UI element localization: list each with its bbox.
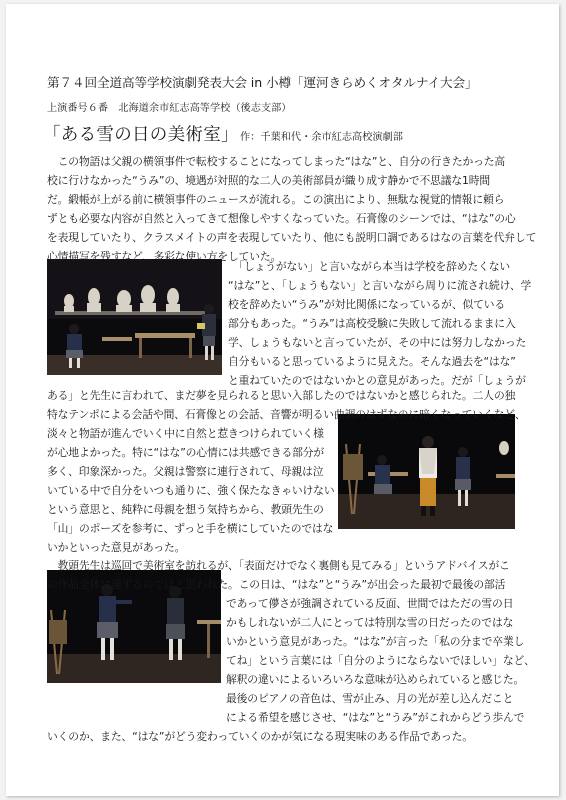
- body-text-line: 部分もあった。“うみ”は高校受験に失敗して流れるままに入: [228, 317, 516, 330]
- body-text-line: ある」と先生に言われて、まだ夢を見られると思い入部したのではないかと感じられた。二人の独: [47, 389, 516, 402]
- body-text-line: 校を辞めたい“うみ”が対比関係になっているが、似ている: [228, 298, 506, 311]
- body-text-line: であって儚さが強調されている反面、世間ではただの雪の日: [226, 597, 514, 610]
- body-text-line: 教頭先生は巡回で美術室を訪れるが、「表面だけでなく裏側も見てみる」というアドバイスがこ: [47, 559, 510, 572]
- body-text-line: という意思と、純粋に母親を想う気持ちから、教頭先生の: [47, 503, 324, 516]
- festival-header: 第７４回全道高等学校演劇発表大会 in 小樽「運河きらめくオタルナイ大会」: [47, 75, 478, 90]
- body-text-line: いかという意見があった。“はな”が言った「私の分まで卒業し: [226, 635, 525, 648]
- document-page: [6, 4, 559, 796]
- body-text-line: が心地よかった。特に“はな”の心情には共感できる部分が: [47, 446, 325, 459]
- stage-photo-plaster-busts: [47, 259, 222, 375]
- body-text-line: “はな”と、「しょうもない」と言いながら周りに流され続け、学: [228, 279, 532, 292]
- body-text-line: 特なテンポによる会話や間、石膏像との会話、音響が明るい曲調のはずなのに暗くなっていくなど、: [47, 408, 526, 421]
- body-text-line: 校に行けなかった“うみ”の、境遇が対照的な二人の美術部員が織り成す静かで不思議な1時間: [47, 174, 491, 187]
- body-text-line: 最後のピアノの音色は、雪が止み、月の光が差し込んだこと: [226, 692, 514, 705]
- body-text-line: による希望を感じさせ、“はな”と“うみ”がこれからどう歩んで: [226, 711, 525, 724]
- body-text-line: を表現していたり、クラスメイトの声を表現していたり、他にも説明口調であるはなの言葉を代弁して: [47, 231, 537, 244]
- body-text-line: いかといった意見があった。: [47, 541, 186, 554]
- body-text-line: と重ねていたのではないかとの意見があった。だが「しょうが: [228, 374, 526, 387]
- body-text-line: てね」という言葉には「自分のようにならないでほしい」など、: [226, 654, 535, 667]
- body-text-line: いくのか、また、“はな”がどう変わっていくのかが気になる現実味のある作品であった。: [47, 730, 473, 743]
- body-text-line: 心情描写を残すなど、多彩な使い方をしていた。: [47, 250, 282, 263]
- performance-info: 上演番号６番 北海道余市紅志高等学校（後志支部）: [47, 103, 292, 114]
- body-text-line: いている中で自分をいつも通りに、強く保たなきゃいけない: [47, 484, 335, 497]
- body-text-line: 淡々と物語が進んでいく中に自然と惹きつけられていく様: [47, 427, 324, 440]
- body-text-line: 多く、印象深かった。父親は警察に連行されて、母親は泣: [47, 465, 324, 478]
- body-text-line: 学、しょうもないと言っていたが、その中には努力しなかった: [228, 336, 527, 349]
- body-text-line: 「山」のポーズを参考に、ずっと手を横にしていたのではな: [47, 522, 334, 535]
- body-text-line: この物語は父親の横領事件で転校することになってしまった“はな”と、自分の行きたかった高: [47, 155, 506, 168]
- play-title: 「ある雪の日の美術室」: [43, 125, 239, 145]
- body-text-line: 自分もいると思っているように見えた。そんな過去を“はな”: [228, 355, 516, 368]
- body-text-line: だ。緞帳が上がる前に横領事件のニュースが流れる。この演出により、無駄な視覚的情報に頼ら: [47, 193, 505, 206]
- body-text-line: ずとも必要な内容が自然と入ってきて想像しやすくなっていた。石膏像のシーンでは、“はな”の心: [47, 212, 516, 225]
- play-author: 作：千葉和代・余市紅志高校演劇部: [240, 132, 403, 143]
- body-text-line: かもしれないが二人にとっては特別な雪の日だったのではな: [226, 616, 514, 629]
- stage-photo-teacher-scene: [338, 414, 515, 529]
- body-text-line: の作品全体に通ずるのではと思われた。この日は、“はな”と“うみ”が出会った最初で最後の部活: [47, 578, 506, 591]
- body-text-line: 解釈の違いによるいろいろな意味が込められていると感じた。: [226, 673, 525, 686]
- body-text-line: 「しょうがない」と言いながら本当は学校を辞めたくない: [228, 260, 511, 273]
